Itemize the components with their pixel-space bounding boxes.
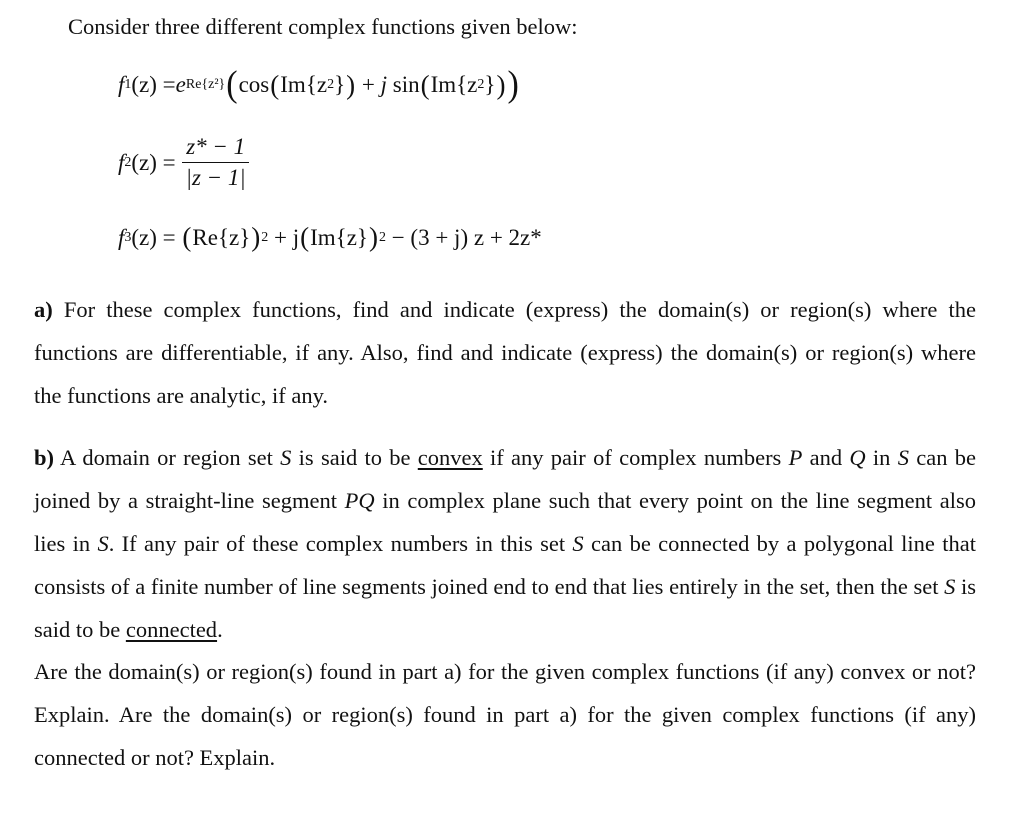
set-s-symbol: S (280, 445, 292, 470)
f3-open-paren-1: ( (182, 222, 192, 252)
part-b-text-6: can be joined by a straight-line segment (34, 445, 976, 513)
f3-subscript: 3 (124, 229, 132, 245)
f1-im-2: Im{z (430, 72, 478, 97)
f1-open-paren-2: ( (270, 69, 280, 100)
f1-im-1: Im{z (280, 72, 328, 97)
f1-exp-base: e (175, 72, 186, 97)
f3-plus-j: + j (268, 224, 300, 250)
part-b-text-2: is said to be (291, 445, 418, 470)
part-b-text-3: if any pair of complex numbers (482, 445, 789, 470)
f3-square-1: 2 (261, 229, 269, 245)
f2-argument: (z) = (131, 149, 176, 175)
equation-f3 (118, 224, 542, 251)
f1-j: j (380, 72, 387, 97)
f1-im-2-power: 2 (477, 77, 485, 92)
f1-exponent: Re{z²} (185, 77, 226, 92)
f1-close-paren: ) (507, 64, 519, 105)
part-b-question: Are the domain(s) or region(s) found in part a) for the given complex functions (if any) convex or not? Explain. Are the domain(s) or region(s) found in part a) for the given complex functions (if any) connected or not? Explain. (34, 659, 976, 770)
f1-im-1-power: 2 (327, 77, 335, 92)
part-b-paragraph (34, 436, 976, 651)
equation-f1 (118, 64, 520, 105)
connected-term: connected (125, 617, 218, 642)
point-p-symbol: P (788, 445, 803, 470)
f2-fraction (182, 134, 250, 191)
f3-open-paren-2: ( (300, 222, 310, 252)
part-b-text-4: and (802, 445, 850, 470)
f2-subscript: 2 (124, 154, 132, 170)
set-s-symbol: S (572, 531, 584, 556)
f2-symbol: f (118, 149, 125, 175)
f1-sin: sin (387, 72, 420, 97)
point-q-symbol: Q (849, 445, 866, 470)
part-b-text-1: A domain or region set (54, 445, 281, 470)
f3-tail: − (3 + j) z + 2z* (385, 224, 542, 250)
f1-im-1-close: } (334, 72, 346, 97)
equation-f2 (118, 134, 250, 191)
part-b-text-10: is said to be (34, 574, 976, 642)
f3-symbol: f (118, 224, 125, 250)
f1-subscript: 1 (124, 77, 132, 92)
f1-open-paren: ( (226, 64, 238, 105)
f1-cos: cos (238, 72, 270, 97)
f3-square-2: 2 (378, 229, 386, 245)
part-a-label: a) (34, 297, 53, 322)
f3-im: Im{z} (310, 224, 368, 250)
f3-close-paren-2: ) (368, 222, 378, 252)
part-b-text-8: . If any pair of these complex numbers in this set (108, 531, 573, 556)
f3-argument: (z) = (131, 224, 182, 250)
set-s-symbol: S (897, 445, 909, 470)
f1-symbol: f (118, 72, 125, 97)
set-s-symbol: S (944, 574, 956, 599)
part-b-text-11: . (217, 617, 223, 642)
part-b-text-5: in (865, 445, 898, 470)
part-a-paragraph (34, 288, 976, 417)
f1-close-paren-2: ) (346, 69, 356, 100)
f2-numerator: z* − 1 (182, 134, 249, 163)
f1-close-paren-3: ) (496, 69, 506, 100)
f2-denominator: |z − 1| (185, 165, 246, 190)
part-b-text-9: can be connected by a polygonal line that consists of a finite number of line segments joined end to end that lies entirely in the set, then the set (34, 531, 976, 599)
convex-term: convex (417, 445, 483, 470)
set-s-symbol: S (97, 531, 109, 556)
f1-open-paren-3: ( (420, 69, 430, 100)
part-a-text: For these complex functions, find and indicate (express) the domain(s) or region(s) where the functions are differentiable, if any. Also, find and indicate (express) the domain(s) or region(s) where the functions are analytic, if any. (34, 297, 976, 408)
intro-text: Consider three different complex functions given below: (68, 14, 578, 39)
part-b-label: b) (34, 445, 55, 470)
f1-plus: + (356, 72, 381, 97)
f1-argument: (z) = (131, 72, 176, 97)
part-b-text-7: in complex plane such that every point on the line segment also lies in (34, 488, 976, 556)
f3-close-paren-1: ) (251, 222, 261, 252)
f3-re: Re{z} (192, 224, 251, 250)
f1-im-2-close: } (484, 72, 496, 97)
segment-pq-symbol: PQ (344, 488, 375, 513)
